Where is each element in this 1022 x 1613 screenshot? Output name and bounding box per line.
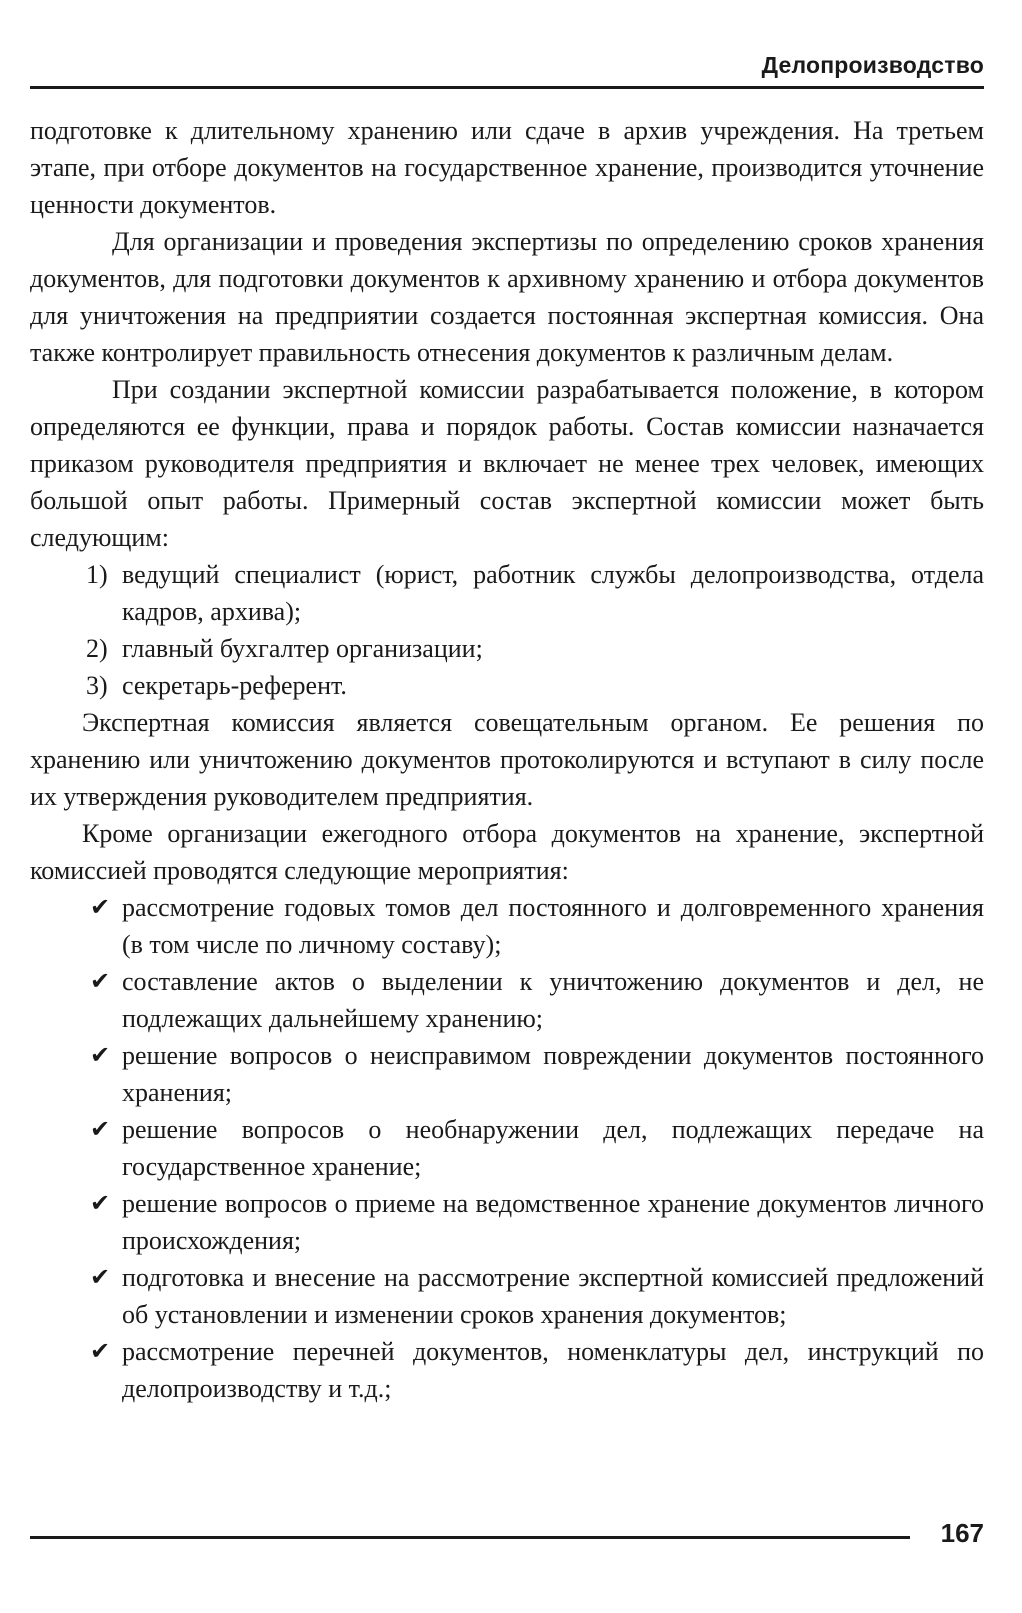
numbered-list [30,556,984,704]
list-number: 2) [86,634,108,663]
list-item-text: ведущий специалист (юрист, работник службы делопроизводства, отдела кадров, архива); [122,560,984,626]
paragraph: подготовке к длительному хранению или сдаче в архив учреждения. На третьем этапе, при отборе документов на государственное хранение, производится уточнение ценности документов. [30,116,984,219]
list-item-text: решение вопросов о необнаружении дел, подлежащих передаче на государственное хранение; [122,1115,984,1181]
checkmark-icon: ✔ [90,1337,111,1365]
paragraph: При создании экспертной комиссии разрабатывается положение, в котором определяются ее функции, права и порядок работы. Состав комиссии назначается приказом руководителя предприятия и включает не менее трех человек, имеющих большой опыт работы. Примерный состав экспертной комиссии может быть следующим: [30,375,984,552]
list-item-text: подготовка и внесение на рассмотрение экспертной комиссией предложений об установлении и изменении сроков хранения документов; [122,1263,984,1329]
list-item-text: секретарь-референт. [122,671,347,700]
footer-rule [30,1536,910,1539]
header-rule [30,86,984,89]
paragraph: Для организации и проведения экспертизы по определению сроков хранения документов, для подготовки документов к архивному хранению и отбора документов для уничтожения на предприятии создается постоянная экспертная комиссия. Она также контролирует правильность отнесения документов к различным делам. [30,227,984,367]
checkmark-icon: ✔ [90,967,111,995]
list-item [30,1185,984,1259]
list-item [30,667,984,704]
list-item [30,889,984,963]
checkmark-icon: ✔ [90,1115,111,1143]
checkmark-icon: ✔ [90,1189,111,1217]
list-item [30,1259,984,1333]
list-item [30,1037,984,1111]
list-item [30,1111,984,1185]
paragraph: Кроме организации ежегодного отбора документов на хранение, экспертной комиссией проводятся следующие мероприятия: [30,819,984,885]
list-item-text: главный бухгалтер организации; [122,634,483,663]
list-number: 1) [86,560,108,589]
list-item-text: решение вопросов о неисправимом повреждении документов постоянного хранения; [122,1041,984,1107]
checkmark-list [30,889,984,1407]
list-item-text: рассмотрение перечней документов, номенклатуры дел, инструкций по делопроизводству и т.д.; [122,1337,984,1403]
list-item [30,1333,984,1407]
page-body [30,112,984,1407]
list-item [30,630,984,667]
paragraph: Экспертная комиссия является совещательным органом. Ее решения по хранению или уничтожению документов протоколируются и вступают в силу после их утверждения руководителем предприятия. [30,708,984,811]
running-head: Делопроизводство [761,52,984,78]
list-item-text: рассмотрение годовых томов дел постоянного и долговременного хранения (в том числе по личному составу); [122,893,984,959]
checkmark-icon: ✔ [90,1263,111,1291]
page-number: 167 [940,1518,984,1548]
list-number: 3) [86,671,108,700]
list-item [30,556,984,630]
list-item-text: составление актов о выделении к уничтожению документов и дел, не подлежащих дальнейшему хранению; [122,967,984,1033]
list-item-text: решение вопросов о приеме на ведомственное хранение документов личного происхождения; [122,1189,984,1255]
checkmark-icon: ✔ [90,1041,111,1069]
list-item [30,963,984,1037]
checkmark-icon: ✔ [90,893,111,921]
